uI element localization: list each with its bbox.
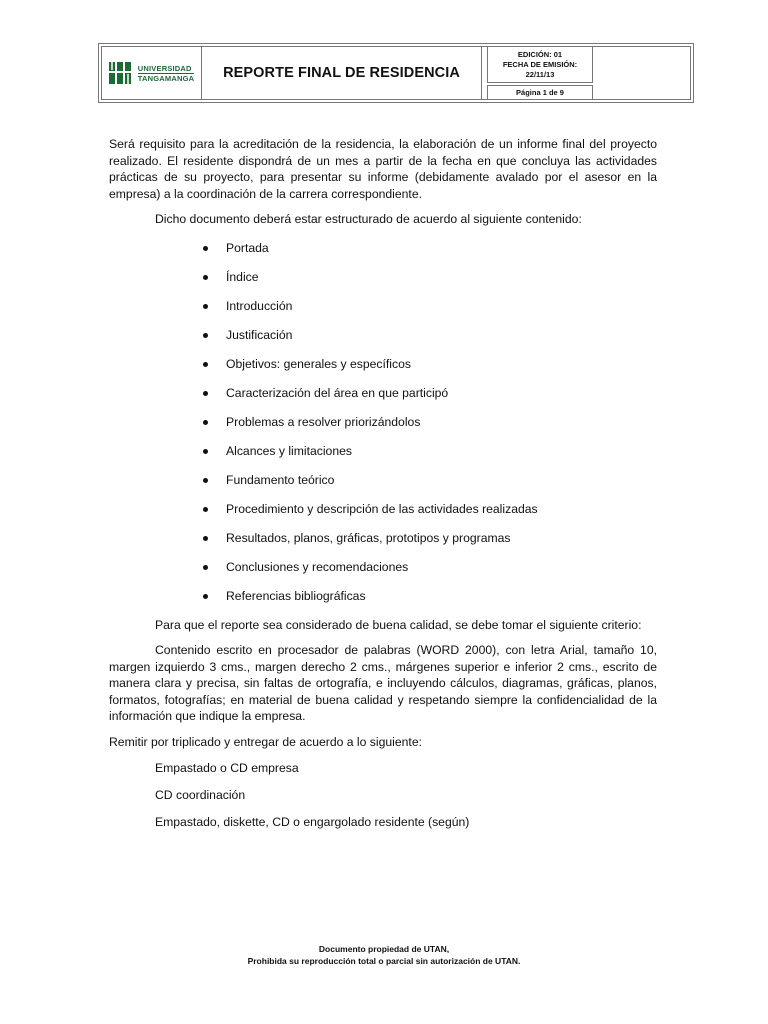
criteria-paragraph: Para que el reporte sea considerado de buena calidad, se debe tomar el siguiente criterio: bbox=[155, 617, 642, 632]
bullet-icon bbox=[203, 362, 208, 367]
logo-line-2: TANGAMANGA bbox=[137, 73, 195, 83]
delivery-item: Empastado, diskette, CD o engargolado residente (según) bbox=[155, 815, 470, 829]
page-number: Página 1 de 9 bbox=[516, 88, 564, 97]
list-item bbox=[109, 443, 657, 472]
list-item-label: Índice bbox=[226, 269, 259, 284]
bullet-icon bbox=[203, 594, 208, 599]
list-item-label: Caracterización del área en que participó bbox=[226, 385, 449, 400]
university-logo-icon bbox=[108, 60, 134, 86]
list-item bbox=[109, 501, 657, 530]
bullet-icon bbox=[203, 420, 208, 425]
edition-box bbox=[487, 46, 593, 83]
bullet-icon bbox=[203, 275, 208, 280]
list-item bbox=[109, 588, 657, 617]
list-item-label: Conclusiones y recomendaciones bbox=[226, 559, 409, 574]
bullet-icon bbox=[203, 507, 208, 512]
meta-cell bbox=[487, 46, 593, 100]
issue-date-label: FECHA DE EMISIÓN: bbox=[502, 59, 578, 69]
list-intro: Dicho documento deberá estar estructurado de acuerdo al siguiente contenido: bbox=[155, 212, 582, 226]
bullet-icon bbox=[203, 478, 208, 483]
bullet-icon bbox=[203, 449, 208, 454]
logo-wordmark bbox=[138, 64, 194, 83]
list-item-label: Resultados, planos, gráficas, prototipos y programas bbox=[226, 530, 511, 545]
list-item bbox=[109, 240, 657, 269]
bullet-icon bbox=[203, 536, 208, 541]
bullet-icon bbox=[203, 565, 208, 570]
spacer bbox=[109, 633, 657, 642]
format-paragraph: Contenido escrito en procesador de palabras (WORD 2000), con letra Arial, tamaño 10, margen izquierdo 3 cms., margen derecho 2 cms., márgenes superior e inferior 2 cms., escrito de manera clara y precisa, sin faltas de ortografía, e incluyendo cálculos, diagramas, gráficas, planos, formatos, fotografías; en material de buena calidad y respetando siempre la confidencialidad de la información que indique la empresa. bbox=[109, 643, 657, 723]
issue-date: 22/11/13 bbox=[525, 69, 555, 79]
document-footer bbox=[0, 943, 768, 967]
list-item bbox=[109, 356, 657, 385]
intro-paragraph: Será requisito para la acreditación de la residencia, la elaboración de un informe final del proyecto realizado. El residente dispondrá de un mes a partir de la fecha en que concluya las actividades prácticas de su proyecto, para presentar su informe (debidamente avalado por el asesor en la empresa) a la coordinación de la carrera correspondiente. bbox=[109, 137, 657, 201]
delivery-item: CD coordinación bbox=[155, 788, 246, 802]
list-item bbox=[109, 298, 657, 327]
list-item-label: Procedimiento y descripción de las actividades realizadas bbox=[226, 501, 538, 516]
bullet-icon bbox=[203, 391, 208, 396]
page-number-box bbox=[487, 85, 593, 100]
bullet-icon bbox=[203, 333, 208, 338]
title-cell bbox=[202, 46, 482, 100]
list-item bbox=[109, 559, 657, 588]
list-item-label: Fundamento teórico bbox=[226, 472, 335, 487]
list-item-label: Problemas a resolver priorizándolos bbox=[226, 414, 421, 429]
list-item bbox=[109, 269, 657, 298]
list-item-label: Introducción bbox=[226, 298, 293, 313]
document-header bbox=[98, 43, 694, 103]
list-item bbox=[109, 327, 657, 356]
bullet-icon bbox=[203, 246, 208, 251]
document-body bbox=[109, 136, 657, 841]
list-item-label: Objetivos: generales y específicos bbox=[226, 356, 411, 371]
document-title: REPORTE FINAL DE RESIDENCIA bbox=[223, 65, 460, 81]
list-item bbox=[109, 414, 657, 443]
university-logo bbox=[108, 60, 194, 86]
list-item-label: Referencias bibliográficas bbox=[226, 588, 366, 603]
list-item-label: Portada bbox=[226, 240, 269, 255]
list-item bbox=[109, 530, 657, 559]
list-item-label: Alcances y limitaciones bbox=[226, 443, 352, 458]
edition-label: EDICIÓN: 01 bbox=[517, 49, 563, 59]
footer-line-1: Documento propiedad de UTAN, bbox=[318, 944, 450, 954]
content-list bbox=[109, 240, 657, 617]
list-item-label: Justificación bbox=[226, 327, 293, 342]
footer-line-2: Prohibida su reproducción total o parcial sin autorización de UTAN. bbox=[247, 956, 521, 966]
list-item bbox=[109, 472, 657, 501]
bullet-icon bbox=[203, 304, 208, 309]
spacer bbox=[109, 725, 657, 734]
logo-cell bbox=[101, 46, 202, 100]
logo-line-1: UNIVERSIDAD bbox=[137, 63, 192, 73]
delivery-item: Empastado o CD empresa bbox=[155, 761, 299, 775]
list-item bbox=[109, 385, 657, 414]
delivery-intro: Remitir por triplicado y entregar de acuerdo a lo siguiente: bbox=[109, 734, 422, 749]
